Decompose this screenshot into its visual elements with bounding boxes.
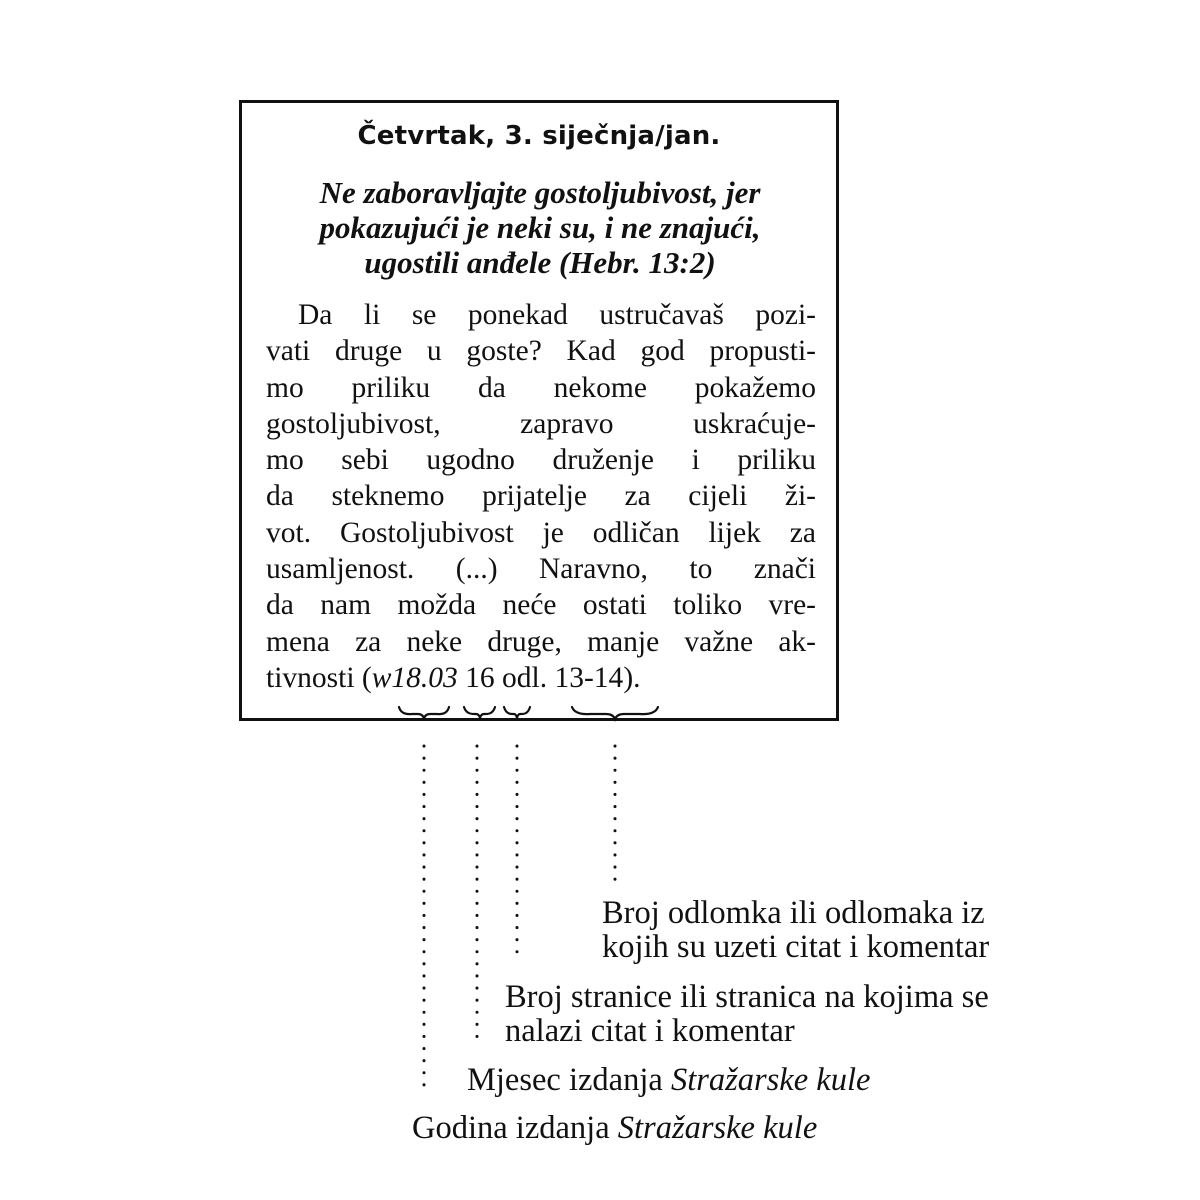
paragraph-label-line: kojih su uzeti citat i komentar: [602, 929, 990, 965]
month-label-italic: Stražarske kule: [670, 1062, 871, 1098]
verse-line: Ne zaboravljajte gostoljubivost, jer: [319, 175, 761, 210]
reference-suffix: ).: [623, 661, 641, 694]
card-date: Četvrtak, 3. siječnja/jan.: [357, 121, 721, 151]
reference-code: w18.03: [371, 661, 458, 694]
issue-month-label: [467, 1063, 870, 1097]
daily-text-card: [239, 100, 839, 721]
year-label-italic: Stražarske kule: [617, 1110, 818, 1146]
year-label-text: Godina izdanja: [412, 1110, 618, 1146]
card-body: [266, 297, 816, 696]
body-line: mo sebi ugodno druženje i priliku: [266, 444, 816, 477]
paragraph-label-line: Broj odlomka ili odlomaka iz: [602, 895, 985, 931]
body-line: Da li se ponekad ustručavaš pozi-: [298, 299, 816, 331]
body-line: gostoljubivost, zapravo uskraćuje-: [266, 407, 816, 440]
reference-prefix: tivnosti (: [266, 661, 372, 694]
paragraph-number-label: [602, 896, 989, 964]
verse-line: ugostili anđele (Hebr. 13:2): [364, 245, 716, 280]
body-line-reference: [266, 660, 816, 696]
body-line: da steknemo prijatelje za cijeli ži-: [266, 480, 816, 513]
page-label-line: Broj stranice ili stranica na kojima se: [505, 979, 989, 1015]
issue-year-label: [412, 1111, 817, 1145]
body-line: usamljenost. (...) Naravno, to znači: [266, 553, 816, 586]
body-line: vati druge u goste? Kad god propusti-: [266, 335, 816, 368]
verse-line: pokazujući je neki su, i ne znajući,: [319, 210, 761, 245]
card-verse: [262, 175, 818, 280]
page-number-label: [505, 980, 989, 1048]
body-line: mo priliku da nekome pokažemo: [266, 371, 816, 404]
page-label-line: nalazi citat i komentar: [505, 1013, 795, 1049]
reference-page: 16: [465, 661, 495, 694]
month-label-text: Mjesec izdanja: [467, 1062, 671, 1098]
body-line: mena za neke druge, manje važne ak-: [266, 625, 816, 658]
reference-paragraphs: odl. 13-14: [502, 661, 624, 694]
body-line: vot. Gostoljubivost je odličan lijek za: [266, 516, 816, 549]
body-line: da nam možda neće ostati toliko vre-: [266, 589, 816, 622]
